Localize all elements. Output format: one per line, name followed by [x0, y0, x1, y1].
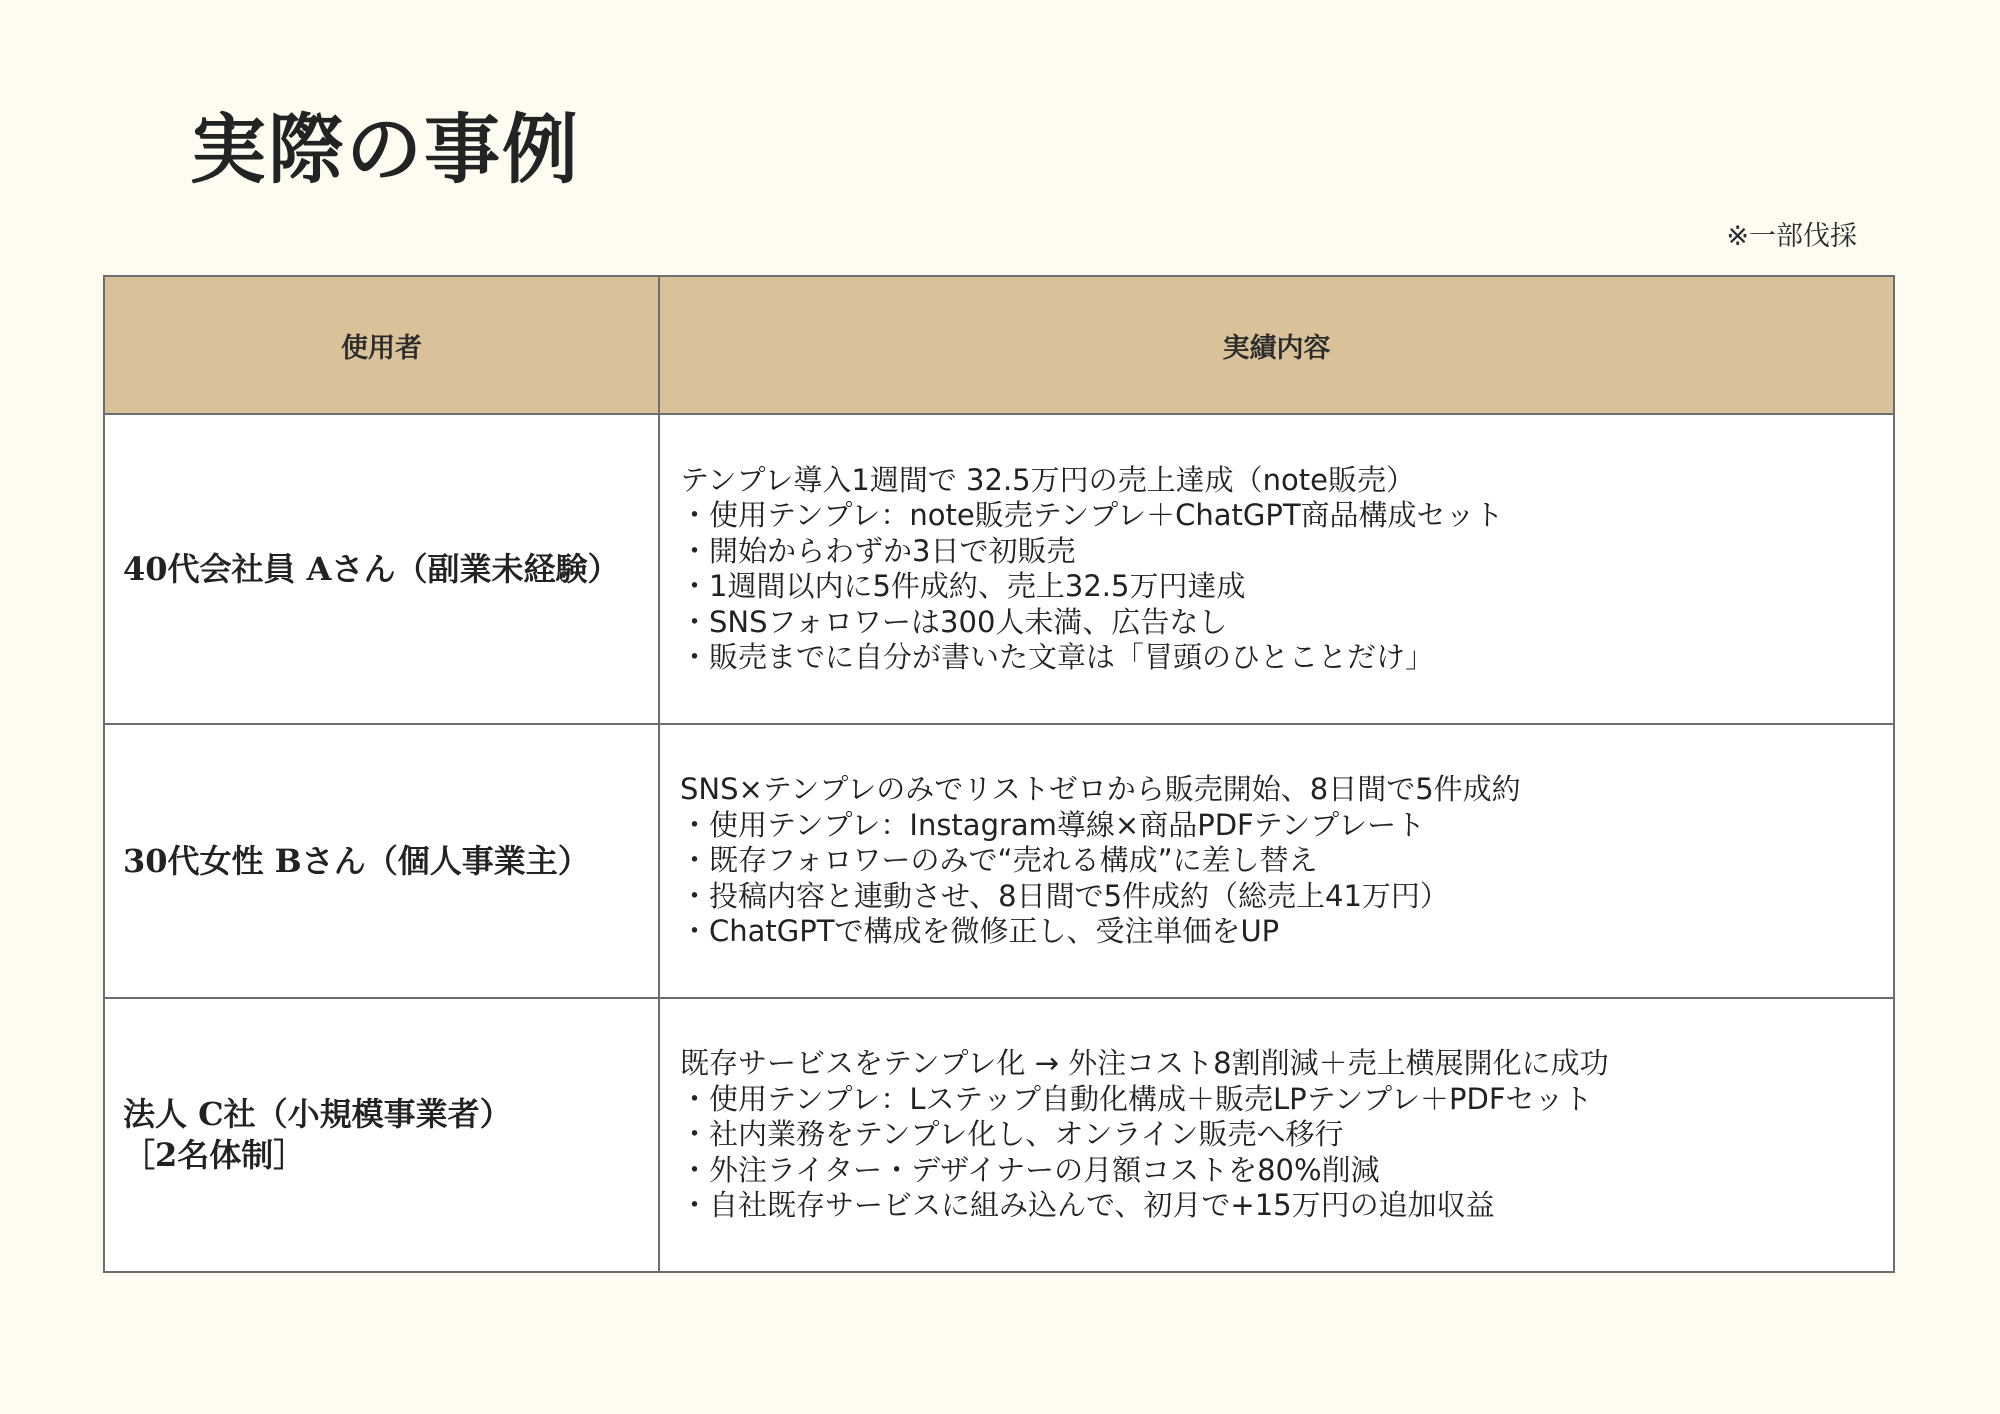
detail-bullet: ・1週間以内に5件成約、売上32.5万円達成: [680, 569, 1246, 603]
table-row: [104, 724, 1894, 998]
user-name: 法人 C社（小規模事業者）: [123, 1095, 512, 1134]
detail-bullet: ・ChatGPTで構成を微修正し、受注単価をUP: [680, 914, 1280, 949]
header-user: 使用者: [104, 276, 659, 414]
detail-cell: [659, 998, 1894, 1272]
detail-bullet: ・使用テンプレ：note販売テンプレ＋ChatGPT商品構成セット: [680, 498, 1504, 532]
detail-bullet: ・使用テンプレ：Lステップ自動化構成＋販売LPテンプレ＋PDFセット: [680, 1081, 1593, 1116]
header-detail: 実績内容: [659, 276, 1894, 414]
detail-headline: 既存サービスをテンプレ化 → 外注コスト8割削減＋売上横展開化に成功: [680, 1046, 1609, 1081]
detail-bullet: ・社内業務をテンプレ化し、オンライン販売へ移行: [680, 1117, 1344, 1152]
page-title: 実際の事例: [190, 105, 580, 194]
user-name: 30代女性 Bさん（個人事業主）: [123, 841, 590, 880]
user-name: 40代会社員 Aさん（副業未経験）: [123, 549, 620, 588]
detail-headline: テンプレ導入1週間で 32.5万円の売上達成（note販売）: [680, 462, 1415, 497]
user-cell: [104, 998, 659, 1272]
detail-bullet: ・使用テンプレ：Instagram導線×商品PDFテンプレート: [680, 807, 1426, 842]
case-table: [103, 275, 1895, 1273]
detail-bullet: ・外注ライター・デザイナーの月額コストを80%削減: [680, 1152, 1380, 1187]
detail-cell: [659, 724, 1894, 998]
table-row: [104, 998, 1894, 1272]
detail-cell: [659, 414, 1894, 724]
detail-bullet: ・開始からわずか3日で初販売: [680, 533, 1076, 568]
detail-bullet: ・自社既存サービスに組み込んで、初月で+15万円の追加収益: [680, 1188, 1495, 1223]
user-team-size: ［2名体制］: [123, 1136, 306, 1174]
detail-bullet: ・SNSフォロワーは300人未満、広告なし: [680, 604, 1228, 639]
table-header-row: [104, 276, 1894, 414]
detail-bullet: ・販売までに自分が書いた文章は「冒頭のひとことだけ」: [680, 640, 1435, 674]
detail-bullet: ・既存フォロワーのみで“売れる構成”に差し替え: [680, 843, 1318, 878]
table-row: [104, 414, 1894, 724]
user-cell: [104, 414, 659, 724]
user-cell: [104, 724, 659, 998]
disclaimer-note: ※一部伐採: [1726, 221, 1857, 252]
detail-headline: SNS×テンプレのみでリストゼロから販売開始、8日間で5件成約: [680, 772, 1521, 807]
detail-bullet: ・投稿内容と連動させ、8日間で5件成約（総売上41万円）: [680, 878, 1449, 913]
